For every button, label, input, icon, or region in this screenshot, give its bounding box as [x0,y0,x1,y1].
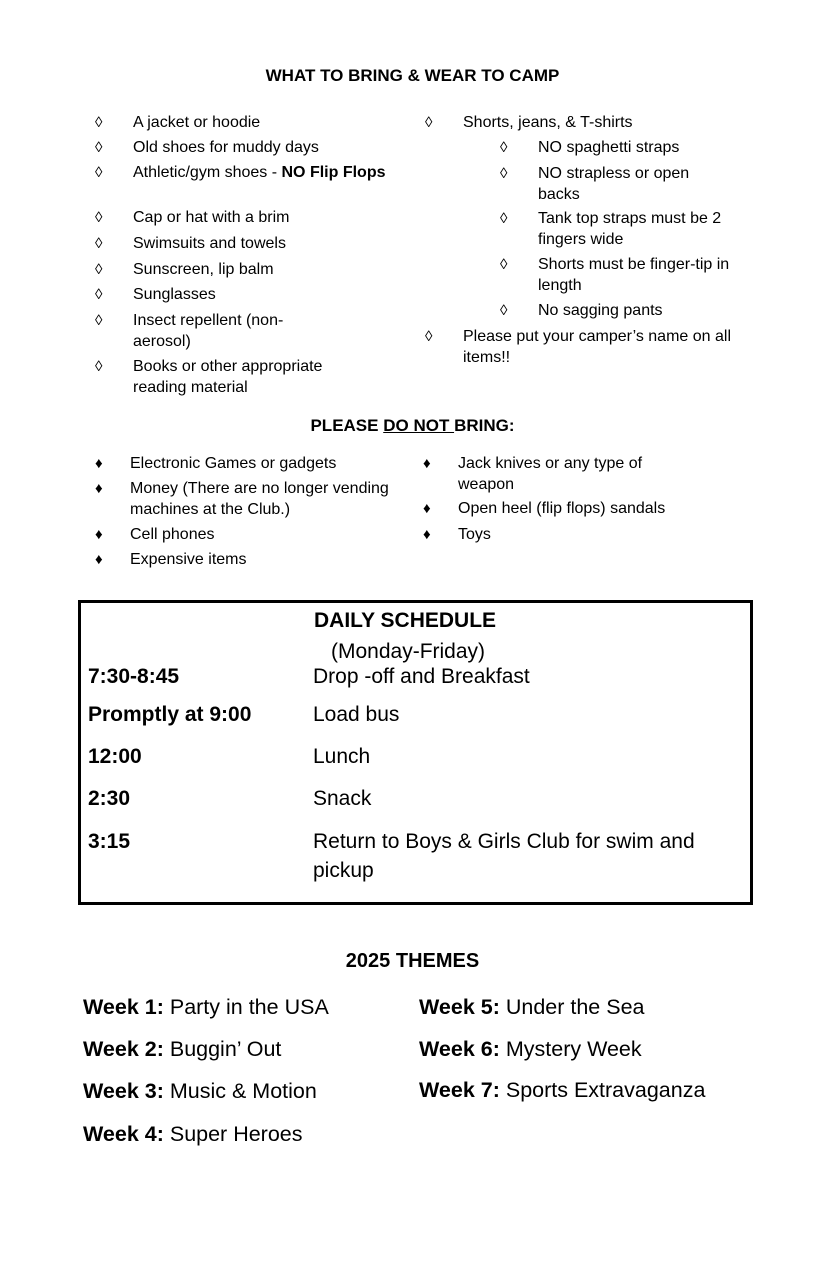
schedule-title: DAILY SCHEDULE [314,609,497,632]
diamond-outline-icon: ◊ [95,114,103,131]
schedule-time: 7:30-8:45 [88,665,180,688]
bring-left-list [95,112,395,400]
diamond-outline-icon: ◊ [500,256,508,273]
schedule-time: 2:30 [88,787,131,810]
theme-week: Week 6: Mystery Week [419,1037,642,1061]
schedule-activity: Lunch [313,745,371,768]
theme-week: Week 4: Super Heroes [83,1122,303,1146]
theme-week: Week 5: Under the Sea [419,995,645,1019]
diamond-filled-icon: ♦ [423,500,431,517]
list-item: ◊ A jacket or hoodie [95,114,261,131]
schedule-time: 12:00 [88,745,142,768]
diamond-filled-icon: ♦ [95,480,103,497]
list-item: ◊ Books or other appropriate reading material [95,358,323,396]
schedule-subtitle: (Monday-Friday) [331,640,486,663]
theme-week: Week 3: Music & Motion [83,1079,317,1103]
list-item: ◊ Athletic/gym shoes - NO Flip Flops [95,164,386,181]
diamond-outline-icon: ◊ [500,139,508,156]
list-item: ◊ Sunscreen, lip balm [95,261,274,278]
diamond-outline-icon: ◊ [425,328,433,345]
diamond-filled-icon: ♦ [95,526,103,543]
diamond-outline-icon: ◊ [95,209,103,226]
diamond-outline-icon: ◊ [500,302,508,319]
schedule-activity: Drop -off and Breakfast [313,665,530,688]
list-item: ◊ Swimsuits and towels [95,235,286,252]
diamond-outline-icon: ◊ [95,164,103,181]
schedule-activity: Return to Boys & Girls Club for swim and pickup [313,830,695,882]
themes-heading: 2025 THEMES [345,950,480,972]
diamond-outline-icon: ◊ [500,210,508,227]
diamond-outline-icon: ◊ [95,139,103,156]
diamond-filled-icon: ♦ [95,551,103,568]
diamond-filled-icon: ♦ [423,526,431,543]
diamond-outline-icon: ◊ [95,312,103,329]
schedule-time: 3:15 [88,830,131,853]
diamond-outline-icon: ◊ [425,114,433,131]
diamond-outline-icon: ◊ [95,261,103,278]
diamond-outline-icon: ◊ [95,235,103,252]
list-item: ◊ Cap or hat with a brim [95,209,290,226]
list-item: ◊ Old shoes for muddy days [95,139,319,156]
theme-week: Week 7: Sports Extravaganza [419,1078,706,1102]
diamond-filled-icon: ♦ [95,455,103,472]
diamond-outline-icon: ◊ [95,286,103,303]
donot-heading: PLEASE DO NOT BRING: [310,416,515,435]
schedule-activity: Load bus [313,703,400,726]
list-item: ◊ Sunglasses [95,286,216,303]
diamond-outline-icon: ◊ [95,358,103,375]
bring-heading: WHAT TO BRING & WEAR TO CAMP [265,66,560,85]
diamond-outline-icon: ◊ [500,165,508,182]
diamond-filled-icon: ♦ [423,455,431,472]
schedule-time: Promptly at 9:00 [88,703,252,726]
schedule-activity: Snack [313,787,372,810]
theme-week: Week 1: Party in the USA [83,995,329,1019]
theme-week: Week 2: Buggin’ Out [83,1037,282,1061]
list-item: ◊ Insect repellent (non-aerosol) [95,312,284,350]
